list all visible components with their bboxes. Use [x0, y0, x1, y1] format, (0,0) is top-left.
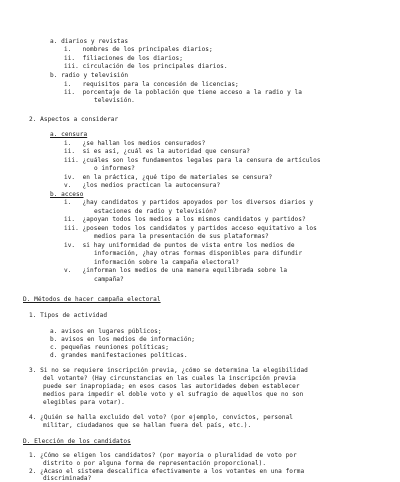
- text-line: del votante? (Hay circunstancias en las cuales la inscripción previa: [43, 375, 296, 382]
- section-heading: 2. Aspectos a considerar: [29, 116, 119, 123]
- text-line: i. nombres de los principales diarios;: [64, 46, 213, 53]
- text-line: iii. ¿poseen todos los candidatos y partidos acceso equitativo a los: [64, 225, 317, 232]
- text-line: 1. Tipos de actividad: [29, 312, 108, 319]
- text-line: televisión.: [94, 97, 135, 104]
- text-line: discriminada?: [43, 475, 92, 482]
- section-heading: D. Métodos de hacer campaña electoral: [23, 296, 161, 303]
- text-line: información, ¿hay otras formas disponibles para difundir: [94, 250, 303, 257]
- text-line: 2. ¿Acaso el sistema descalifica efectivamente a los votantes en una forma: [29, 468, 305, 475]
- text-line: ii. filiaciones de los diarios;: [64, 55, 183, 62]
- subsection-heading: a. censura: [50, 131, 88, 138]
- text-line: i. ¿se hallan los medios censurados?: [64, 140, 206, 147]
- section-heading: D. Elección de los candidatos: [23, 438, 131, 445]
- text-line: b. radio y televisión: [50, 72, 129, 79]
- text-line: v. ¿informan los medios de una manera equilibrada sobre la: [64, 267, 288, 274]
- text-line: ii. ¿apoyan todos los medios a los mismos candidatos y partidos?: [64, 216, 306, 223]
- text-line: elegibles para votar).: [43, 399, 125, 406]
- text-line: 1. ¿Cómo se eligen los candidatos? (por mayoría o pluralidad de voto por: [29, 452, 297, 459]
- text-line: o informes?: [94, 165, 135, 172]
- text-line: medios para la presentación de sus plataformas?: [94, 233, 269, 240]
- text-line: 4. ¿Quién se halla excluido del voto? (por ejemplo, convictos, personal: [29, 414, 294, 421]
- text-line: i. ¿hay candidatos y partidos apoyados por los diversos diarios y: [64, 199, 314, 206]
- text-line: b. avisos en los medios de información;: [50, 336, 196, 343]
- text-line: iv. en la práctica, ¿qué tipo de materiales se censura?: [64, 174, 273, 181]
- text-line: campaña?: [94, 276, 124, 283]
- text-line: estaciones de radio y televisión?: [94, 208, 217, 215]
- text-line: información sobre la campaña electoral?: [94, 259, 240, 266]
- text-line: distrito o por alguna forma de representación proporcional).: [43, 460, 267, 467]
- text-line: a. diarios y revistas: [50, 38, 129, 45]
- text-line: iv. si hay uniformidad de puntos de vista entre los medios de: [64, 242, 295, 249]
- subsection-heading: b. acceso: [50, 191, 84, 198]
- text-line: puede ser inapropiada; en esos casos las autoridades deben establecer: [43, 383, 300, 390]
- text-line: i. requisitos para la concesión de licencias;: [64, 81, 239, 88]
- text-line: iii. circulación de los principales diarios.: [64, 63, 228, 70]
- text-line: ii. porcentaje de la población que tiene acceso a la radio y la: [64, 89, 302, 96]
- text-line: v. ¿los medios practican la autocensura?: [64, 182, 221, 189]
- text-line: d. grandes manifestaciones políticas.: [50, 352, 188, 359]
- text-line: 3. Si no se requiere inscripción previa, ¿cómo se determina la elegibilidad: [29, 367, 308, 374]
- text-line: medios para impedir el doble voto y el sufragio de aquellos que no son: [43, 391, 304, 398]
- text-line: iii. ¿cuáles son los fundamentos legales para la censura de artículos: [64, 157, 321, 164]
- text-line: a. avisos en lugares públicos;: [50, 328, 162, 335]
- text-line: ii. si es así, ¿cuál es la autoridad que censura?: [64, 148, 250, 155]
- text-line: c. pequeñas reuniones políticas;: [50, 344, 169, 351]
- text-line: militar, ciudadanos que se hallan fuera del país, etc.).: [43, 422, 252, 429]
